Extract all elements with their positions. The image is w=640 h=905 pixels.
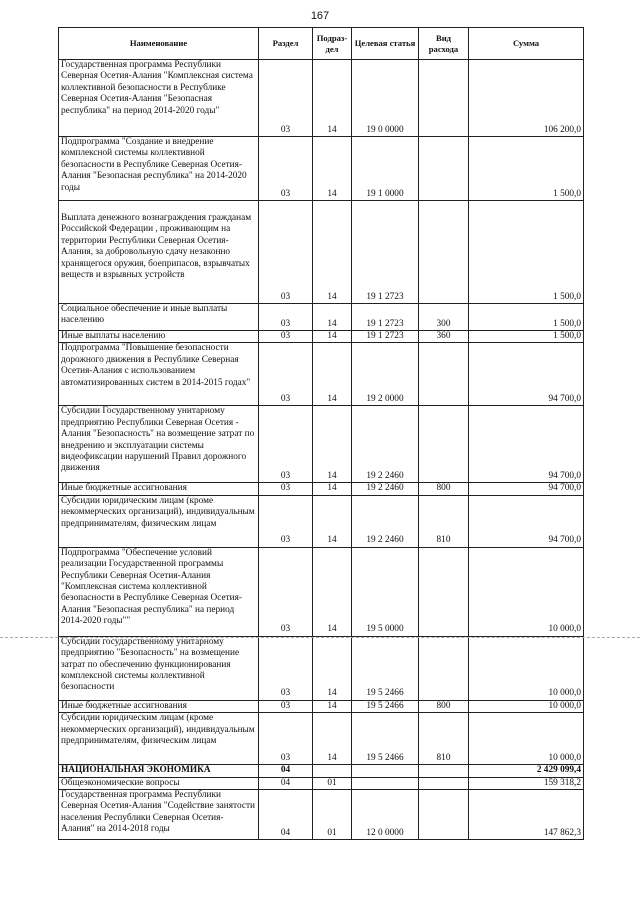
row-subsection: 14 [313, 137, 352, 201]
row-subsection: 14 [313, 201, 352, 304]
header-subsection: Подраз-дел [313, 28, 352, 60]
row-target [352, 765, 419, 777]
row-subsection: 14 [313, 343, 352, 406]
row-section: 03 [259, 343, 313, 406]
row-type: 300 [419, 304, 469, 331]
row-target: 19 1 2723 [352, 304, 419, 331]
row-section: 03 [259, 406, 313, 483]
row-section: 03 [259, 331, 313, 343]
row-name: Подпрограмма "Обеспечение условий реализации Государственной программы Республики Северная Осетия-Алания "Комплексная система коллективной безопасности в Республике Северная Осетия-Алания "Безопасная республика" на период 2014-2020 годы"" [59, 547, 259, 636]
row-type [419, 201, 469, 304]
row-type [419, 777, 469, 789]
row-target: 19 0 0000 [352, 60, 419, 137]
row-subsection: 14 [313, 636, 352, 700]
header-name: Наименование [59, 28, 259, 60]
row-section: 03 [259, 304, 313, 331]
row-name: Социальное обеспечение и иные выплаты населению [59, 304, 259, 331]
row-name: Государственная программа Республики Северная Осетия-Алания "Содействие занятости населения Республики Северная Осетия-Алания" на 2014-2018 годы [59, 790, 259, 840]
row-target: 19 5 2466 [352, 700, 419, 712]
row-section: 03 [259, 713, 313, 765]
row-target: 19 1 0000 [352, 137, 419, 201]
header-amount: Сумма [469, 28, 584, 60]
header-target-item: Целевая статья [352, 28, 419, 60]
row-section: 03 [259, 495, 313, 547]
row-amount: 2 429 099,4 [469, 765, 584, 777]
row-name: Субсидии Государственному унитарному предприятию Республики Северная Осетия - Алания "Безопасность" на возмещение затрат по внедрению и эксплуатации системы видеофиксации нарушений Правил дорожного движения [59, 406, 259, 483]
row-amount: 94 700,0 [469, 483, 584, 495]
table-row [59, 137, 584, 201]
row-amount: 159 318,2 [469, 777, 584, 789]
row-type [419, 343, 469, 406]
row-name: Иные бюджетные ассигнования [59, 700, 259, 712]
table-row [59, 343, 584, 406]
row-target [352, 777, 419, 789]
table-row [59, 713, 584, 765]
row-target: 19 2 2460 [352, 483, 419, 495]
table-row [59, 201, 584, 304]
row-name: НАЦИОНАЛЬНАЯ ЭКОНОМИКА [59, 765, 259, 777]
table-row [59, 304, 584, 331]
row-type: 360 [419, 331, 469, 343]
row-amount: 10 000,0 [469, 713, 584, 765]
row-amount: 147 862,3 [469, 790, 584, 840]
row-type [419, 636, 469, 700]
row-section: 03 [259, 201, 313, 304]
row-name: Иные бюджетные ассигнования [59, 483, 259, 495]
row-subsection: 14 [313, 713, 352, 765]
row-amount: 1 500,0 [469, 304, 584, 331]
row-name: Иные выплаты населению [59, 331, 259, 343]
row-amount: 1 500,0 [469, 331, 584, 343]
row-name: Общеэкономические вопросы [59, 777, 259, 789]
table-row [59, 547, 584, 636]
row-name: Подпрограмма "Повышение безопасности дорожного движения в Республике Северная Осетия-Алания с использованием автоматизированных систем в 2014-2015 годах" [59, 343, 259, 406]
row-section: 03 [259, 700, 313, 712]
row-amount: 1 500,0 [469, 201, 584, 304]
row-section: 03 [259, 137, 313, 201]
row-amount: 10 000,0 [469, 636, 584, 700]
row-type [419, 547, 469, 636]
row-subsection: 14 [313, 60, 352, 137]
row-section: 03 [259, 547, 313, 636]
row-subsection: 14 [313, 700, 352, 712]
table-row [59, 636, 584, 700]
row-name: Выплата денежного вознаграждения гражданам Российской Федерации , проживающим на территории Республики Северная Осетия-Алания, за добровольную сдачу незаконно хранящегося оружия, боеприпасов, взрывчатых веществ и взрывных устройств [59, 201, 259, 304]
row-section: 03 [259, 60, 313, 137]
row-section: 03 [259, 636, 313, 700]
row-amount: 94 700,0 [469, 343, 584, 406]
table-row [59, 495, 584, 547]
row-name: Субсидии государственному унитарному предприятию "Безопасность" на возмещение затрат по обеспечению функционирования комплексной системы коллективной безопасности [59, 636, 259, 700]
row-amount: 10 000,0 [469, 547, 584, 636]
row-target: 19 5 2466 [352, 713, 419, 765]
row-target: 19 2 2460 [352, 406, 419, 483]
budget-table [58, 27, 584, 840]
table-row [59, 331, 584, 343]
row-section: 04 [259, 765, 313, 777]
header-expense-type: Вид расхода [419, 28, 469, 60]
row-type: 800 [419, 700, 469, 712]
row-subsection: 01 [313, 777, 352, 789]
row-name: Подпрограмма "Создание и внедрение комплексной системы коллективной безопасности в Республике Северная Осетия-Алания "Безопасная республика" на 2014-2020 годы [59, 137, 259, 201]
row-amount: 1 500,0 [469, 137, 584, 201]
row-subsection: 14 [313, 331, 352, 343]
row-type: 800 [419, 483, 469, 495]
row-type [419, 790, 469, 840]
row-type [419, 406, 469, 483]
row-amount: 94 700,0 [469, 406, 584, 483]
row-subsection: 14 [313, 483, 352, 495]
row-amount: 94 700,0 [469, 495, 584, 547]
row-subsection: 14 [313, 547, 352, 636]
row-type: 810 [419, 713, 469, 765]
row-amount: 106 200,0 [469, 60, 584, 137]
table-row [59, 60, 584, 137]
scan-divider-line [0, 637, 640, 638]
page-number: 167 [310, 10, 330, 22]
header-row [59, 28, 584, 60]
row-target: 19 2 2460 [352, 495, 419, 547]
row-subsection [313, 765, 352, 777]
row-type: 810 [419, 495, 469, 547]
table-row [59, 700, 584, 712]
table-row [59, 790, 584, 840]
row-name: Государственная программа Республики Северная Осетия-Алания "Комплексная система коллективной безопасности в Республике Северная Осетия-Алания "Безопасная республика" на период 2014-2020 годы" [59, 60, 259, 137]
row-type [419, 137, 469, 201]
header-section: Раздел [259, 28, 313, 60]
row-subsection: 14 [313, 495, 352, 547]
row-target: 19 1 2723 [352, 331, 419, 343]
row-subsection: 01 [313, 790, 352, 840]
row-target: 19 1 2723 [352, 201, 419, 304]
row-target: 12 0 0000 [352, 790, 419, 840]
row-name: Субсидии юридическим лицам (кроме некоммерческих организаций), индивидуальным предпринимателям, физическим лицам [59, 713, 259, 765]
row-section: 04 [259, 790, 313, 840]
row-subsection: 14 [313, 406, 352, 483]
table-row [59, 483, 584, 495]
row-target: 19 2 0000 [352, 343, 419, 406]
row-subsection: 14 [313, 304, 352, 331]
row-target: 19 5 0000 [352, 547, 419, 636]
row-name: Субсидии юридическим лицам (кроме некоммерческих организаций), индивидуальным предпринимателям, физическим лицам [59, 495, 259, 547]
table-row [59, 765, 584, 777]
row-section: 04 [259, 777, 313, 789]
row-target: 19 5 2466 [352, 636, 419, 700]
row-section: 03 [259, 483, 313, 495]
table-row [59, 777, 584, 789]
table-row [59, 406, 584, 483]
row-type [419, 60, 469, 137]
row-type [419, 765, 469, 777]
row-amount: 10 000,0 [469, 700, 584, 712]
